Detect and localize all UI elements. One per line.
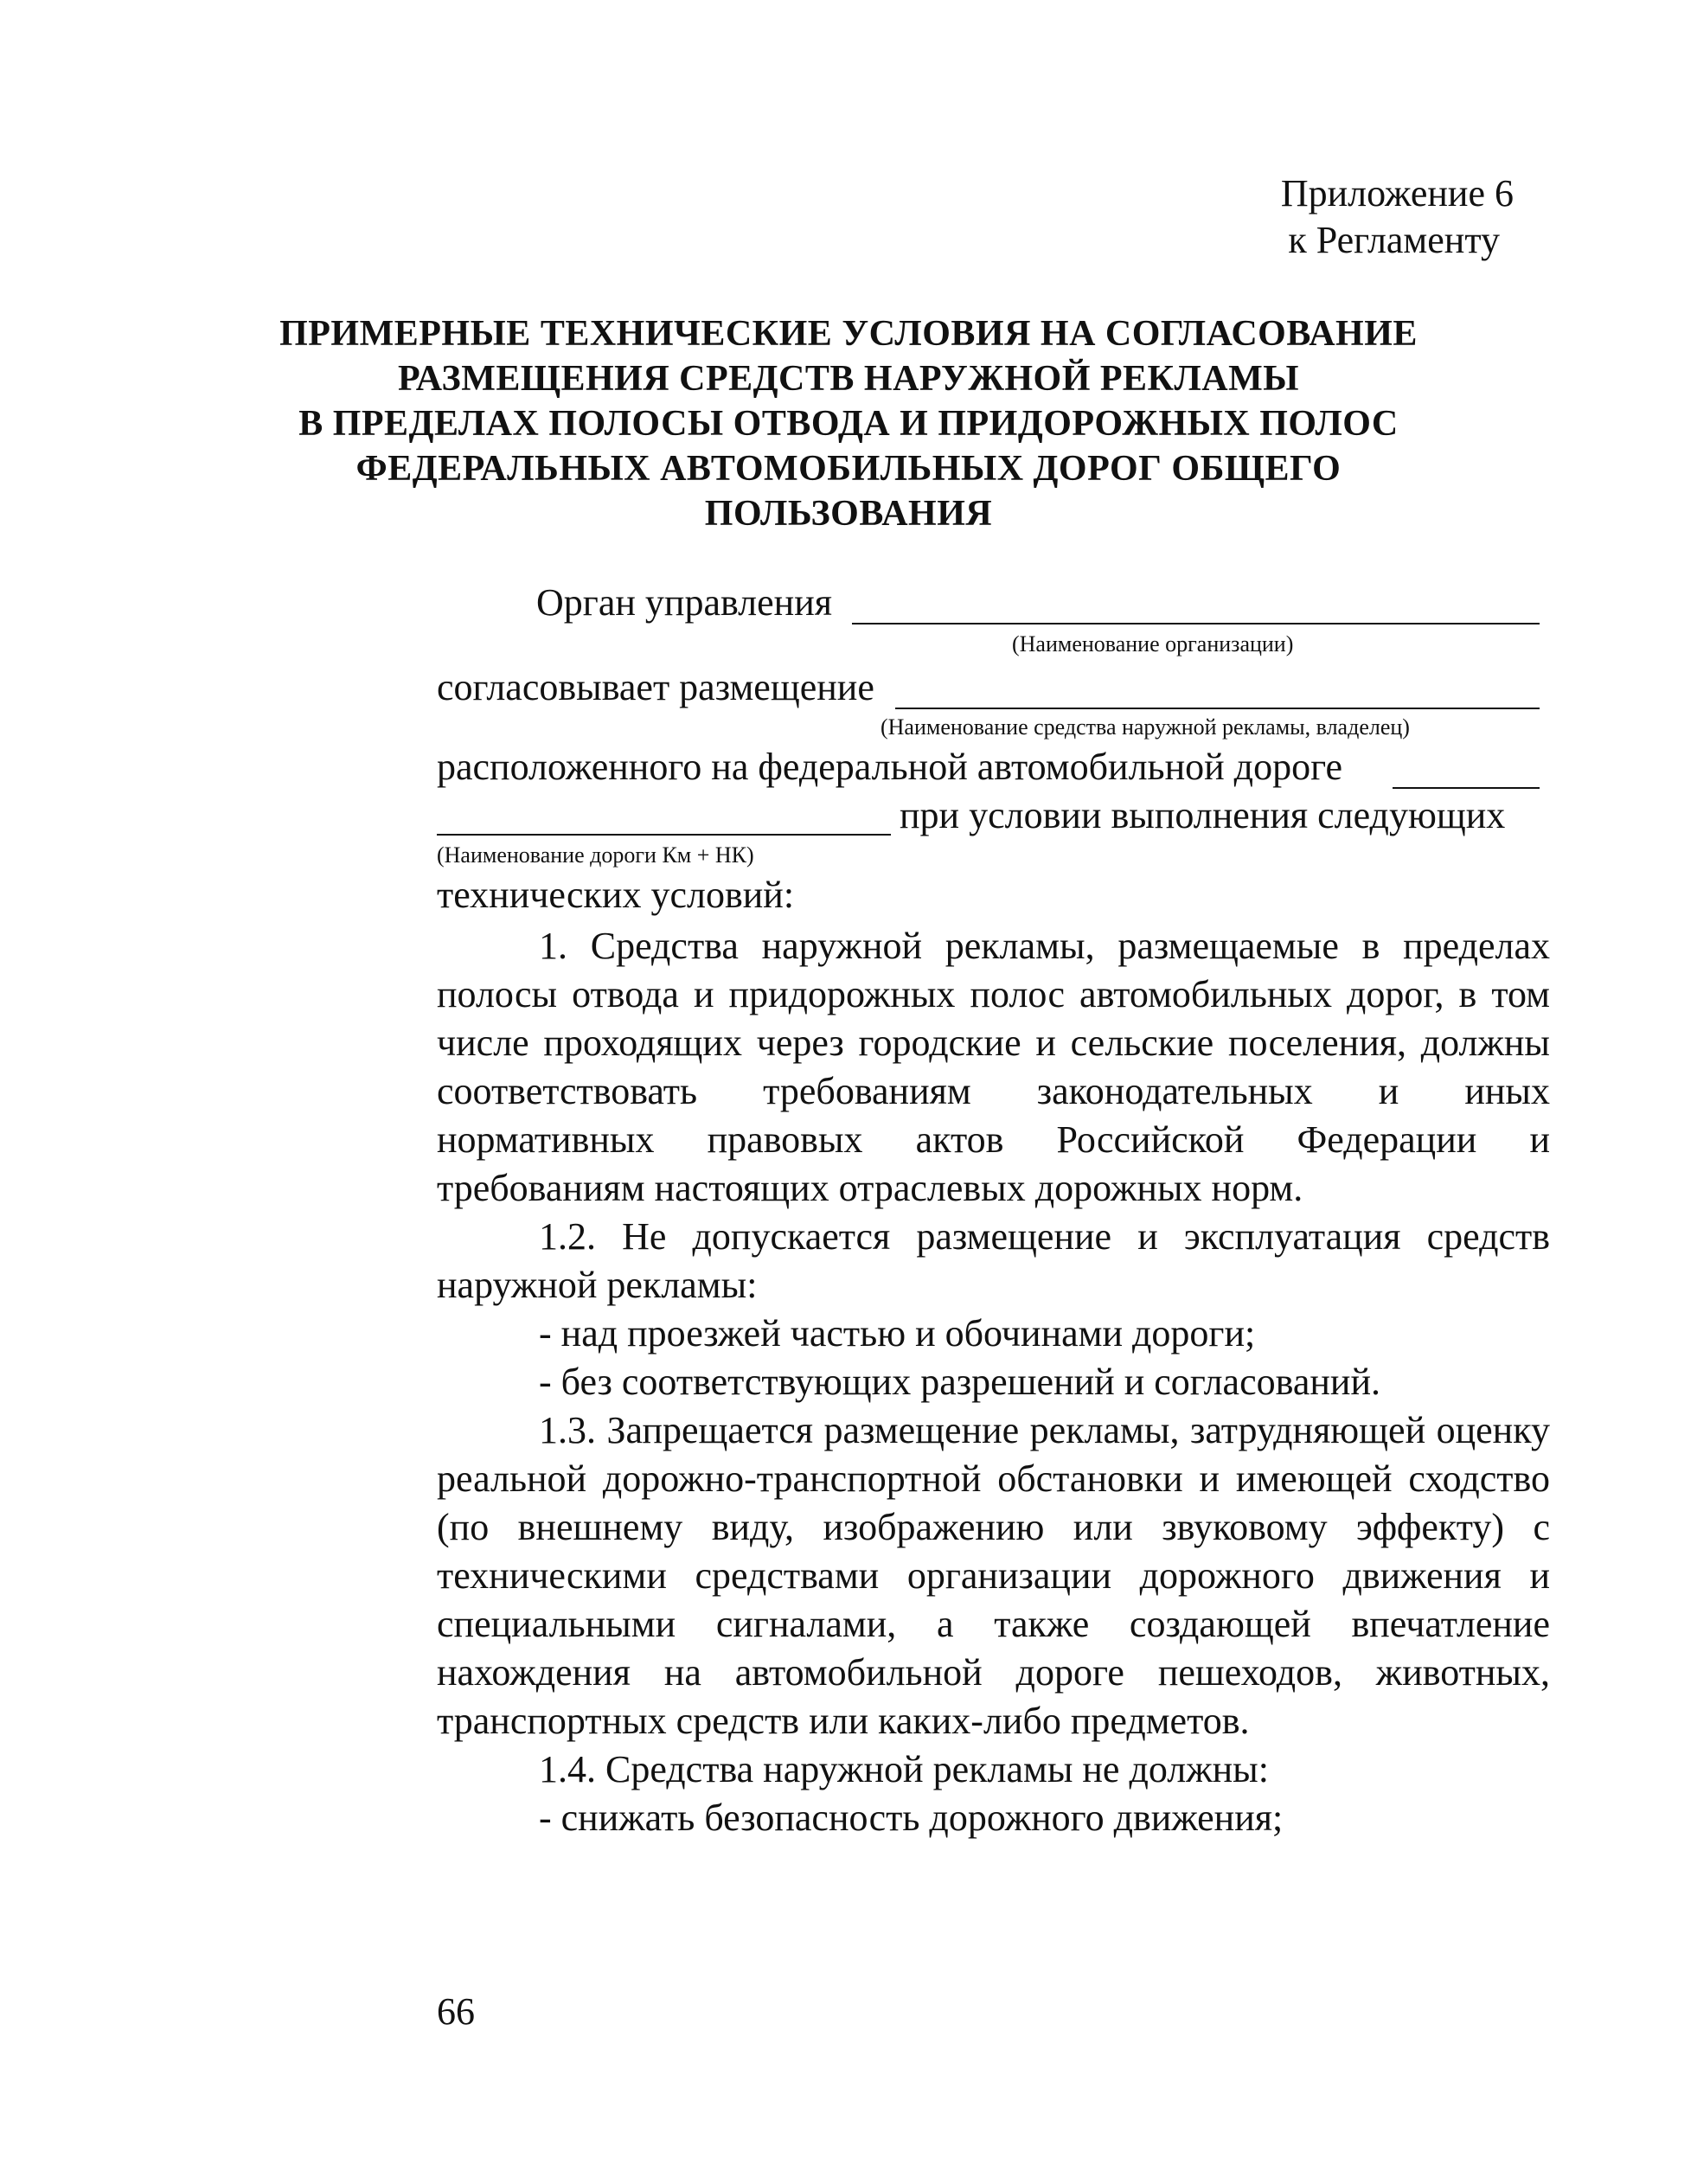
paragraph-1-2: 1.2. Не допускается размещение и эксплуатация средств наружной рекламы: [437,1215,1550,1306]
road-blank [1393,787,1540,789]
authority-label: Орган управления [536,581,832,624]
approves-blank [895,708,1540,709]
approves-label: согласовывает размещение [437,666,874,708]
conditions-body [437,922,1550,1842]
document-title [0,311,1697,536]
conditions-tail: технических условий: [437,874,795,916]
page-number: 66 [437,1990,475,2033]
paragraph-1-3: 1.3. Запрещается размещение рекламы, затрудняющей оценку реальной дорожно-транспортной обстановки и имеющей сходство (по внешнему виду, изображению или звуковому эффекту) с техническими средствами организации дорожного движения и специальными сигналами, а также создающей впечатление нахождения на автомобильной дороге пешеходов, животных, транспортных средств или каких-либо предметов. [437,1409,1550,1742]
title-line: ФЕДЕРАЛЬНЫХ АВТОМОБИЛЬНЫХ ДОРОГ ОБЩЕГО [355,449,1342,489]
list-item: - над проезжей частью и обочинами дороги; [539,1312,1256,1355]
list-item: - без соответствующих разрешений и согласований. [539,1361,1380,1403]
authority-caption: (Наименование организации) [1012,631,1294,656]
title-line: В ПРЕДЕЛАХ ПОЛОСЫ ОТВОДА И ПРИДОРОЖНЫХ ПОЛОС [298,404,1399,444]
title-line: ПРИМЕРНЫЕ ТЕХНИЧЕСКИЕ УСЛОВИЯ НА СОГЛАСОВАНИЕ [279,314,1418,354]
annex-reference: к Регламенту [1288,219,1500,261]
title-line: ПОЛЬЗОВАНИЯ [704,494,993,534]
paragraph-1: 1. Средства наружной рекламы, размещаемые в пределах полосы отвода и придорожных полос автомобильных дорог, в том числе проходящих через городские и сельские поселения, должны соответствовать требованиям законодательных и иных нормативных правовых актов Российской Федерации и требованиям настоящих отраслевых дорожных норм. [437,925,1550,1209]
paragraph-1-4: 1.4. Средства наружной рекламы не должны: [539,1748,1269,1790]
road-name-blank [437,834,891,836]
located-label: расположенного на федеральной автомобильной дороге [437,746,1343,788]
authority-blank [852,623,1540,624]
title-line: РАЗМЕЩЕНИЯ СРЕДСТВ НАРУЖНОЙ РЕКЛАМЫ [397,359,1300,399]
list-item: - снижать безопасность дорожного движения; [539,1797,1284,1839]
road-caption: (Наименование дороги Км + НК) [437,842,754,868]
condition-label: при условии выполнения следующих [900,794,1506,836]
approves-caption: (Наименование средства наружной рекламы, владелец) [881,714,1410,740]
annex-number: Приложение 6 [1280,172,1514,215]
